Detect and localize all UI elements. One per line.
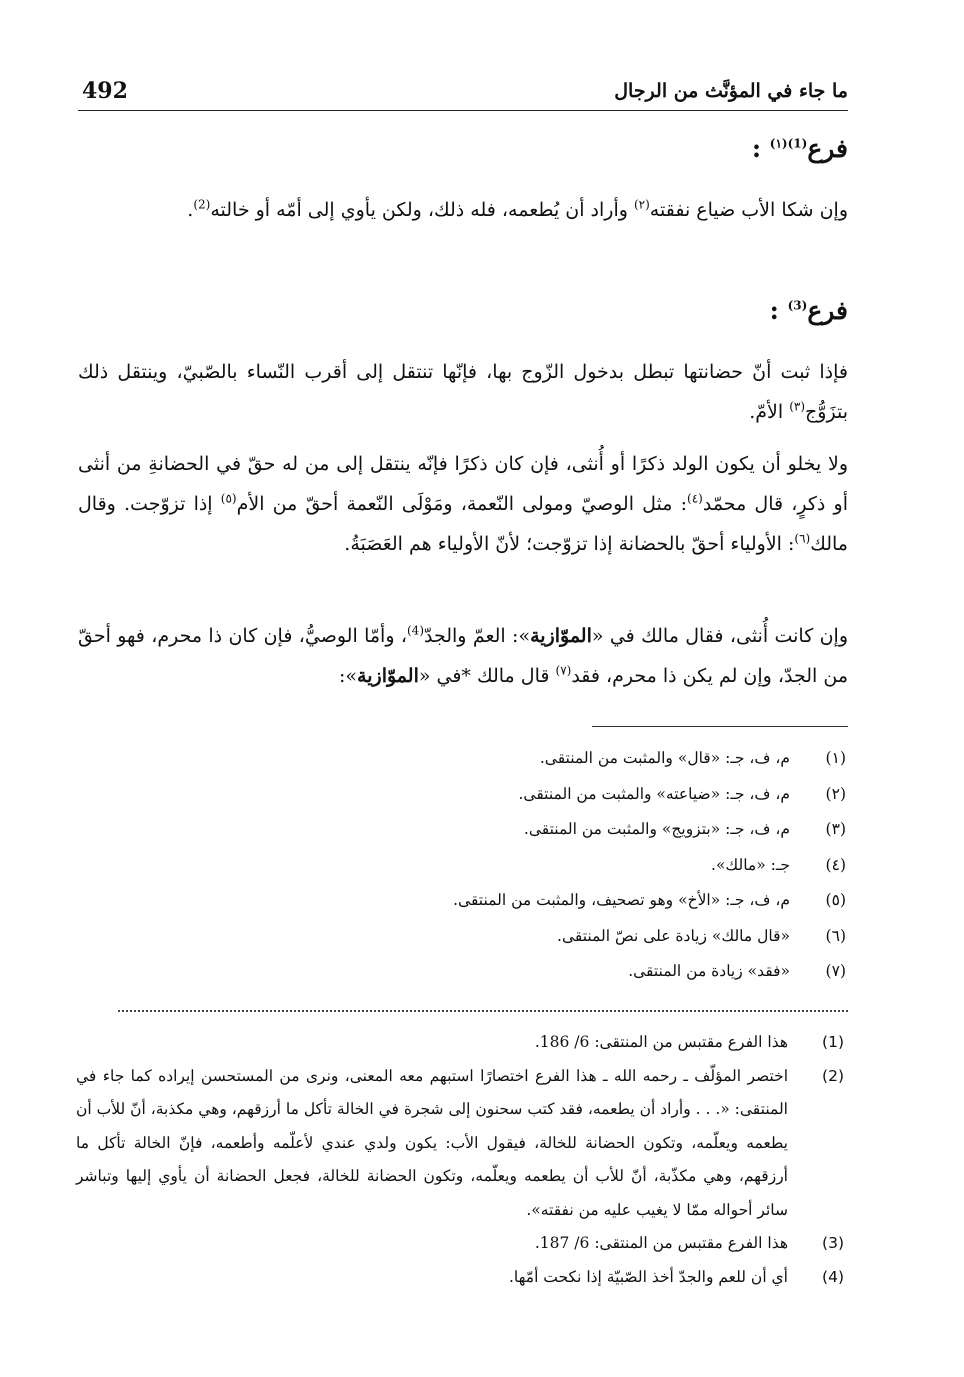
page-number: 492 [82,78,128,104]
footnote-item [108,812,848,848]
section-heading-2 [770,296,848,325]
footnote-text: «فقد» زيادة من المنتقى. [628,962,790,980]
book-title-bold: الموّازية [357,665,419,687]
book-title-bold: الموّازية [530,625,592,647]
footnote-separator [592,726,848,727]
text-run: ولا يخلو أن يكون الولد ذكرًا أو أُنثى، فإن كان ذكرًا فإنّه ينتقل إلى من له حقّ في الحضانةِ من أنثى أو ذكرٍ، قال محمّد [78,453,848,515]
footnote-text: أي أن للعم والجدّ أخذ الصّبيّة إذا نكحت أمّها. [508,1267,788,1286]
footnote-item [108,741,848,777]
dotted-separator [118,1010,848,1012]
text-run: »: العمّ والجدّ [424,625,531,647]
running-title: ما جاء في المؤنَّث من الرجال [614,80,848,102]
text-run: قال مالك *في « [418,665,556,687]
footnote-text: جـ: «مالك». [711,855,790,874]
footnote-number: (٢) [825,784,846,803]
footnote-text: «قال مالك» زيادة على نصّ المنتقى. [557,926,790,945]
footnote-item [76,1060,848,1228]
footnote-number: (2) [822,1066,844,1085]
heading-marks: (3) [787,298,808,313]
text-run: الأمّ. [749,401,790,423]
paragraph-3 [78,444,848,564]
text-run: . [187,199,194,221]
text-run: ، وأمّا الوصيُّ، فإن كان ذا محرم، فهو أحقّ من الجدّ، وإن لم يكن ذا محرم، فقد [78,625,848,687]
footnote-text: م، ف، جـ: «قال» والمثبت من المنتقى. [539,749,790,767]
footnote-item [108,777,848,813]
footnote-item [76,1261,848,1295]
footnote-text: هذا الفرع مقتبس من المنتقى: 6/ 187. [534,1234,788,1252]
paragraph-1 [78,190,848,230]
heading-text: فرع [807,134,848,163]
section-heading-1 [752,134,848,163]
footnote-mark: (٧) [555,663,572,678]
footnote-number: (٣) [825,820,846,838]
footnote-item [108,919,848,955]
text-run: وأراد أن يُطعمه، فله ذلك، ولكن يأوي إلى أمّه أو خالته [210,199,634,221]
text-run: إذا تزوّجت. وقال مالك [78,493,848,555]
footnote-number: (4) [822,1267,844,1286]
footnote-number: (٧) [825,962,846,980]
footnote-number: (1) [822,1033,844,1051]
paragraph-2 [78,352,848,432]
footnote-mark: (4) [406,623,424,638]
footnote-item [76,1227,848,1261]
text-run: : الأولياء أحقّ بالحضانة إذا تزوّجت؛ لأنّ الأولياء هم العَصَبَةُ. [344,533,795,555]
footnote-number: (٥) [825,891,846,909]
footnote-item [108,954,848,990]
footnote-text: م، ف، جـ: «الأخ» وهو تصحيف، والمثبت من المنتقى. [453,891,790,909]
footnote-mark: (٦) [794,531,811,546]
footnote-mark: (٥) [220,491,237,506]
heading-marks: (1)(١) [769,136,808,151]
footnote-number: (٦) [825,926,846,945]
footnote-text: م، ف، جـ: «ضياعته» والمثبت من المنتقى. [518,784,790,803]
footnote-text: م، ف، جـ: «بتزويج» والمثبت من المنتقى. [523,820,790,838]
footnote-mark: (٢) [633,197,650,212]
text-run: »: [339,665,358,687]
text-run: وإن شكا الأب ضياع نفقته [649,199,848,221]
text-run: فإذا ثبت أنّ حضانتها تبطل بدخول الزّوج بها، فإنّها تنتقل إلى أقرب النّساء بالصّبيّ، وينتقل ذلك بتزَوُّج [78,361,848,423]
footnote-item [108,848,848,884]
commentary-footnotes [76,1026,848,1294]
footnote-mark: (٤) [687,491,703,506]
text-run: : مثل الوصيّ ومولى النّعمة، ومَوْلَى النّعمة أحقّ من الأم [236,493,688,515]
footnote-text: هذا الفرع مقتبس من المنتقى: 6/ 186. [534,1033,788,1051]
footnote-mark: (2) [193,197,211,212]
footnote-item [108,883,848,919]
text-run: وإن كانت أُنثى، فقال مالك في « [591,625,848,647]
variant-footnotes [108,741,848,990]
footnote-number: (١) [825,749,846,767]
header-rule [78,110,848,111]
footnote-number: (٤) [825,855,846,874]
heading-colon: : [769,296,779,325]
heading-colon: : [751,134,762,163]
footnote-text: اختصر المؤلّف ـ رحمه الله ـ هذا الفرع اختصارًا استبهم معه المعنى، ونرى من المستحسن إيراده كما جاء في المنتقى: «. . . وأراد أن يطعمه، فقد كتب سحنون إلى شجرة في الخالة تأكل ما أرزقهم، وهي مكذبة، أنّ للأب أن يطعمه ويعلّمه، وتكون الحضانة للخالة، فيقول الأب: يكون ولدي عندي لأعلّمه وأطعمه، فإنّ الخالة تأكل ما أرزقهم، وهي مكذّبة، أنّ للأب أن يطعمه ويعلّمه، وتكون الحضانة للخالة، فجعل الحضانة أن يأوي إليها وتباشر سائر أحواله ممّا لا يغيب عليه من نفقته». [76,1066,788,1219]
paragraph-4 [78,616,848,696]
page-header [78,76,848,112]
footnote-mark: (٣) [789,399,806,414]
footnote-item [76,1026,848,1060]
heading-text: فرع [807,296,848,325]
footnote-number: (3) [822,1234,844,1252]
